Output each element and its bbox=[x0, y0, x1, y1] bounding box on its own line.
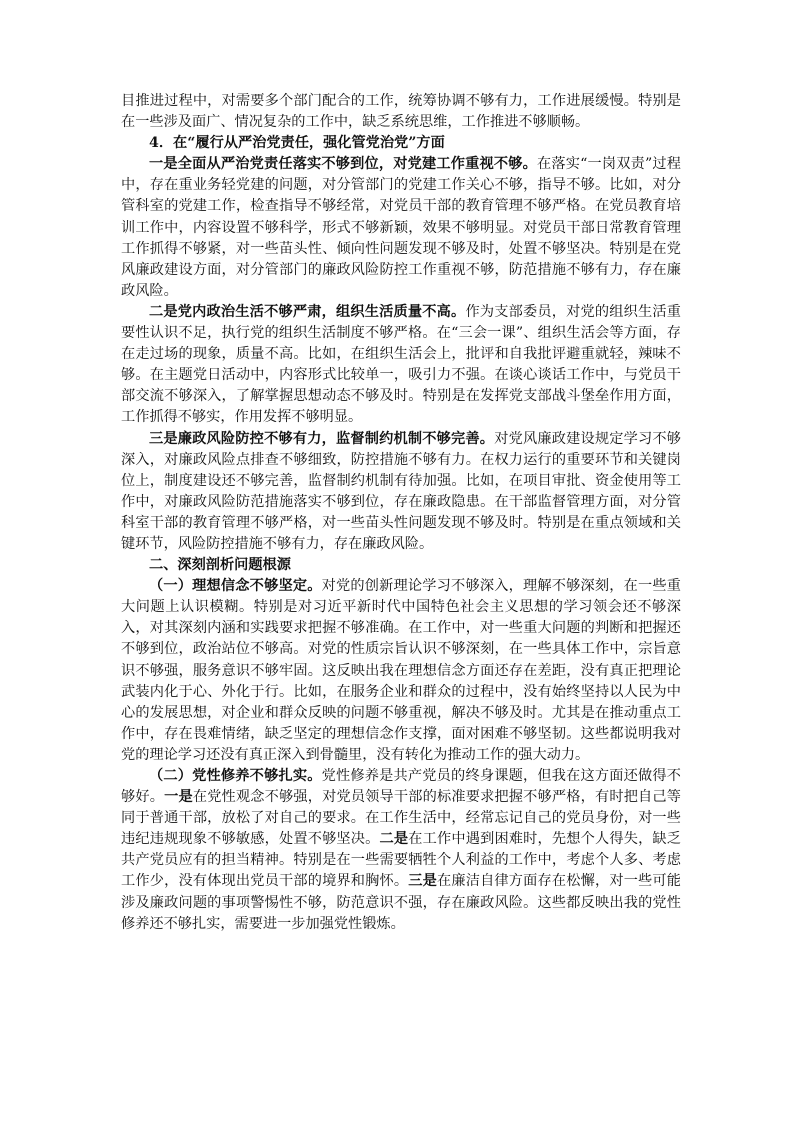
point-1-body: 在落实“一岗双责”过程中，存在重业务轻党建的问题，对分管部门的党建工作关心不够，指导不够。比如，对分管科室的党建工作，检查指导不够经常，对党员干部的教育管理不够严格。在党员教育培训工作中，内容设置不够科学，形式不够新颖，效果不够明显。对党员干部日常教育管理工作抓得不够紧，对一些苗头性、倾向性问题发现不够及时，处置不够坚决。特别是在党风廉政建设方面，对分管部门的廉政风险防控工作重视不够，防范措施不够有力，存在廉政风险。 bbox=[121, 156, 681, 299]
subsection-2-lead: （二）党性修养不够扎实。 bbox=[149, 768, 322, 784]
subsection-2-item-1: 在党性观念不够强，对党员领导干部的标准要求把握不够严格，有时把自己等同于普通干部，放松了对自己的要求。在工作生活中，经常忘记自己的党员身份，对一些违纪违规现象不够敏感，处置不够坚决。 bbox=[121, 789, 681, 848]
paragraph-subsection-1 bbox=[121, 576, 681, 766]
point-3-lead: 三是廉政风险防控不够有力，监督制约机制不够完善。 bbox=[149, 430, 495, 447]
subsection-2-mark-3: 三是 bbox=[408, 873, 437, 890]
subsection-2-intro: 党性修养是共产党员的终身课题，但我在这方面还做得不够好。 bbox=[121, 768, 681, 806]
point-1-lead: 一是全面从严治党责任落实不够到位，对党建工作重视不够。 bbox=[149, 156, 537, 173]
paragraph-point-2 bbox=[121, 302, 681, 429]
subsection-2-item-2: 在工作中遇到困难时，先想个人得失，缺乏共产党员应有的担当精神。特别是在一些需要牺牲个人利益的工作中，考虑个人多、考虑工作少，没有体现出党员干部的境界和胸怀。 bbox=[121, 831, 681, 890]
point-2-lead: 二是党内政治生活不够严肃，组织生活质量不高。 bbox=[149, 303, 466, 320]
paragraph-point-3 bbox=[121, 429, 681, 556]
paragraph-subsection-2 bbox=[121, 766, 681, 935]
paragraph-point-1 bbox=[121, 154, 681, 302]
subsection-1-lead: （一）理想信念不够坚定。 bbox=[149, 578, 322, 595]
subsection-2-mark-1: 一是 bbox=[164, 789, 193, 806]
section-heading-4: 4．在“履行从严治党责任，强化管党治党”方面 bbox=[149, 135, 445, 152]
document-body bbox=[121, 91, 681, 935]
subsection-1-body: 对党的创新理论学习不够深入，理解不够深刻，在一些重大问题上认识模糊。特别是对习近平新时代中国特色社会主义思想的学习领会还不够深入，对其深刻内涵和实践要求把握不够准确。在工作中，对一些重大问题的判断和把握还不够到位，政治站位不够高。对党的性质宗旨认识不够深刻，在一些具体工作中，宗旨意识不够强，服务意识不够牢固。这反映出我在理想信念方面还存在差距，没有真正把理论武装内化于心、外化于行。比如，在服务企业和群众的过程中，没有始终坚持以人民为中心的发展思想，对企业和群众反映的问题不够重视，解决不够及时。尤其是在推动重点工作中，存在畏难情绪，缺乏坚定的理想信念作支撑，面对困难不够坚韧。这些都说明我对党的理论学习还没有真正深入到骨髓里，没有转化为推动工作的强大动力。 bbox=[121, 578, 681, 763]
paragraph-continued: 目推进过程中，对需要多个部门配合的工作，统筹协调不够有力，工作进展缓慢。特别是在一些涉及面广、情况复杂的工作中，缺乏系统思维，工作推进不够顺畅。 bbox=[121, 93, 681, 131]
subsection-2-item-3: 在廉洁自律方面存在松懈，对一些可能涉及廉政问题的事项警惕性不够，防范意识不强，存在廉政风险。这些都反映出我的党性修养还不够扎实，需要进一步加强党性锻炼。 bbox=[121, 873, 681, 932]
section-heading-2: 二、深刻剖析问题根源 bbox=[149, 557, 291, 574]
subsection-2-mark-2: 二是 bbox=[379, 831, 409, 848]
point-3-body: 对党风廉政建设规定学习不够深入，对廉政风险点排查不够细致，防控措施不够有力。在权力运行的重要环节和关键岗位上，制度建设还不够完善，监督制约机制有待加强。比如，在项目审批、资金使用等工作中，对廉政风险防范措施落实不够到位，存在廉政隐患。在干部监督管理方面，对分管科室干部的教育管理不够严格，对一些苗头性问题发现不够及时。特别是在重点领域和关键环节，风险防控措施不够有力，存在廉政风险。 bbox=[121, 430, 681, 552]
point-2-body: 作为支部委员，对党的组织生活重要性认识不足，执行党的组织生活制度不够严格。在“三会一课”、组织生活会等方面，存在走过场的现象，质量不高。比如，在组织生活会上，批评和自我批评避重就轻，辣味不够。在主题党日活动中，内容形式比较单一，吸引力不强。在谈心谈话工作中，与党员干部交流不够深入，了解掌握思想动态不够及时。特别是在发挥党支部战斗堡垒作用方面，工作抓得不够实，作用发挥不够明显。 bbox=[121, 303, 681, 426]
